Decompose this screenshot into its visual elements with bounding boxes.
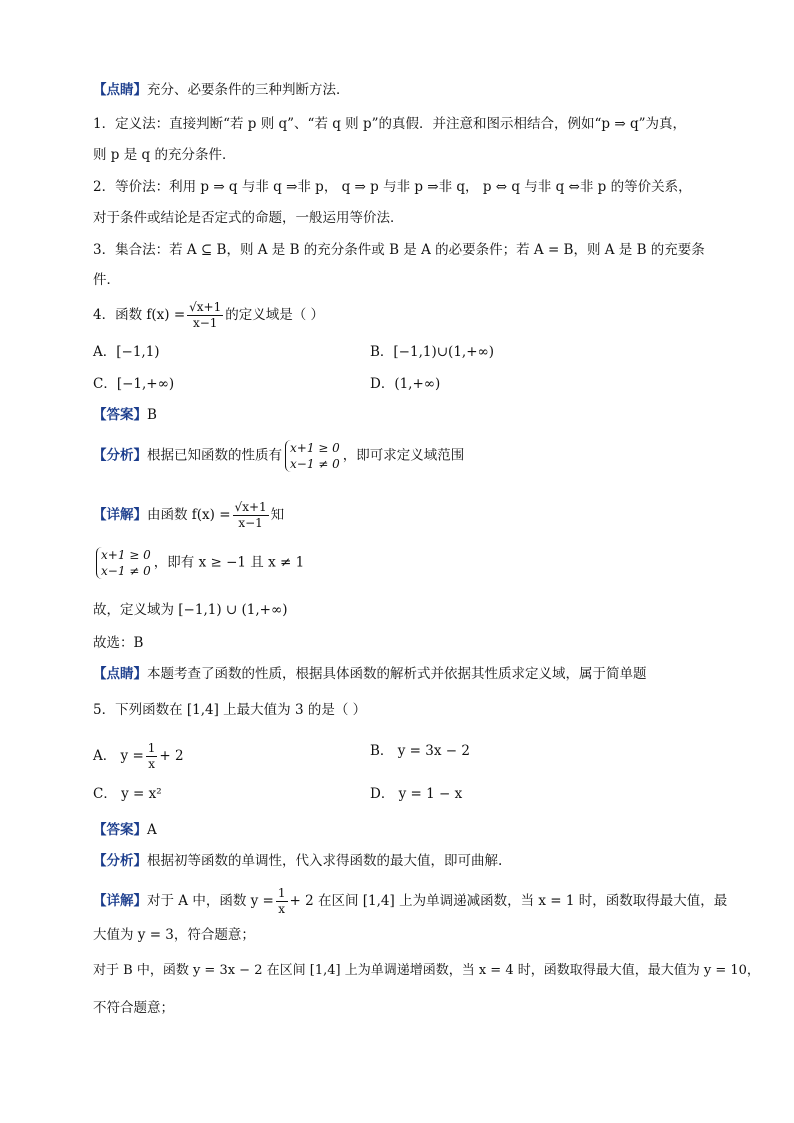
q4-analysis	[93, 440, 464, 472]
q5-detail-post: + 2 在区间 [1,4] 上为单调递减函数，当 x = 1 时，函数取得最大值，最	[289, 893, 728, 909]
q4-detail-system	[96, 547, 151, 579]
q4-option-b: B．[−1,1)∪(1,+∞)	[370, 344, 495, 360]
q4-detail-pre: 由函数 f(x) =	[147, 507, 231, 523]
tip-heading	[93, 80, 350, 100]
q5-detail-num: 1	[277, 886, 286, 900]
q4-detail-sys-row-2: x−1 ≠ 0	[101, 564, 151, 578]
q5-answer	[93, 820, 157, 840]
tip-text: 充分、必要条件的三种判断方法．	[147, 82, 350, 98]
method-2-line-2: 对于条件或结论是否定式的命题，一般运用等价法．	[93, 210, 404, 226]
q4-detail-sys-row-1: x+1 ≥ 0	[101, 548, 151, 562]
q4-answer	[93, 405, 157, 425]
q5-option-a-fraction	[146, 741, 158, 772]
q4-fraction	[187, 300, 223, 331]
q5-analysis-text: 根据初等函数的单调性，代入求得函数的最大值，即可曲解.	[147, 853, 503, 869]
q4-analysis-pre: 根据已知函数的性质有	[147, 447, 282, 464]
q5-detail-fraction	[276, 886, 288, 917]
q5-option-d: D． y = 1 − x	[370, 786, 463, 802]
q5-option-a-pre: A． y =	[93, 748, 144, 764]
q5-option-a-den: x	[148, 757, 155, 771]
q4-detail	[93, 500, 284, 531]
q4-detail-2	[93, 547, 304, 579]
q4-tip-text: 本题考查了函数的性质，根据具体函数的解析式并依据其性质求定义域，属于简单题	[147, 666, 647, 682]
method-1-line-1: 1．定义法：直接判断“若 p 则 q”、“若 q 则 p”的真假．并注意和图示相结合，例如“p ⇒ q”为真，	[93, 116, 686, 132]
q4-detail2-post: ，即有 x ≥ −1 且 x ≠ 1	[153, 554, 305, 571]
q4-analysis-tag: 【分析】	[93, 447, 147, 464]
q5-detail-den: x	[278, 902, 286, 916]
q5-detail	[93, 886, 727, 917]
q5-answer-value: A	[147, 822, 157, 838]
q5-option-a-num: 1	[147, 741, 156, 755]
method-3-line-1: 3．集合法：若 A ⊆ B，则 A 是 B 的充分条件或 B 是 A 的必要条件；若 A = B，则 A 是 B 的充要条	[93, 242, 705, 258]
q4-option-a: A．[−1,1)	[93, 344, 160, 360]
q4-answer-value: B	[147, 407, 157, 423]
q4-option-d: D．(1,+∞)	[370, 376, 441, 392]
q4-detail-fraction	[233, 500, 269, 531]
q5-stem: 5．下列函数在 [1,4] 上最大值为 3 的是（ ）	[93, 702, 367, 718]
q5-answer-tag: 【答案】	[93, 822, 147, 838]
method-2-line-1: 2．等价法：利用 p ⇒ q 与非 q ⇒非 p， q ⇒ p 与非 p ⇒非 q， p ⇔ q 与非 q ⇔非 p 的等价关系，	[93, 179, 692, 195]
q5-detail-line-2: 大值为 y = 3，符合题意；	[93, 927, 255, 943]
q5-detail-tag: 【详解】	[93, 893, 147, 909]
q4-choice: 故选：B	[93, 635, 144, 651]
q4-stem-post: 的定义域是（ ）	[225, 307, 325, 323]
q5-detail-pre: 对于 A 中，函数 y =	[147, 893, 274, 909]
q5-detail-line-3: 对于 B 中，函数 y = 3x − 2 在区间 [1,4] 上为单调递增函数，当 x = 4 时，函数取得最大值，最大值为 y = 10，	[93, 963, 760, 978]
q5-analysis	[93, 851, 502, 871]
q5-detail-line-4: 不符合题意；	[93, 1000, 174, 1016]
q4-detail-frac-den: x−1	[238, 516, 263, 530]
q4-tip	[93, 664, 647, 684]
q4-stem-pre: 4．函数 f(x) =	[93, 307, 186, 323]
q4-system	[285, 440, 340, 472]
q4-conclusion: 故，定义域为 [−1,1) ∪ (1,+∞)	[93, 602, 288, 618]
q5-option-a	[93, 741, 184, 772]
q4-option-c: C．[−1,+∞)	[93, 376, 175, 392]
q4-detail-tag: 【详解】	[93, 507, 147, 523]
q4-analysis-post: ，即可求定义域范围	[342, 447, 465, 464]
tip-tag: 【点睛】	[93, 82, 147, 98]
q4-frac-den: x−1	[192, 316, 218, 330]
q5-option-b: B． y = 3x − 2	[370, 743, 470, 759]
q4-detail-frac-num: √x+1	[234, 500, 267, 514]
q4-frac-num: √x+1	[189, 300, 222, 314]
q5-option-a-post: + 2	[159, 748, 184, 764]
q5-analysis-tag: 【分析】	[93, 853, 147, 869]
q4-answer-tag: 【答案】	[93, 407, 147, 423]
q4-tip-tag: 【点睛】	[93, 666, 147, 682]
q5-option-c: C． y = x²	[93, 786, 162, 802]
q4-stem	[93, 300, 324, 331]
method-3-line-2: 件．	[93, 272, 120, 288]
q4-detail-post: 知	[270, 507, 285, 523]
method-1-line-2: 则 p 是 q 的充分条件．	[93, 147, 236, 163]
q4-sys-row-2: x−1 ≠ 0	[290, 457, 340, 471]
q4-sys-row-1: x+1 ≥ 0	[290, 441, 340, 455]
